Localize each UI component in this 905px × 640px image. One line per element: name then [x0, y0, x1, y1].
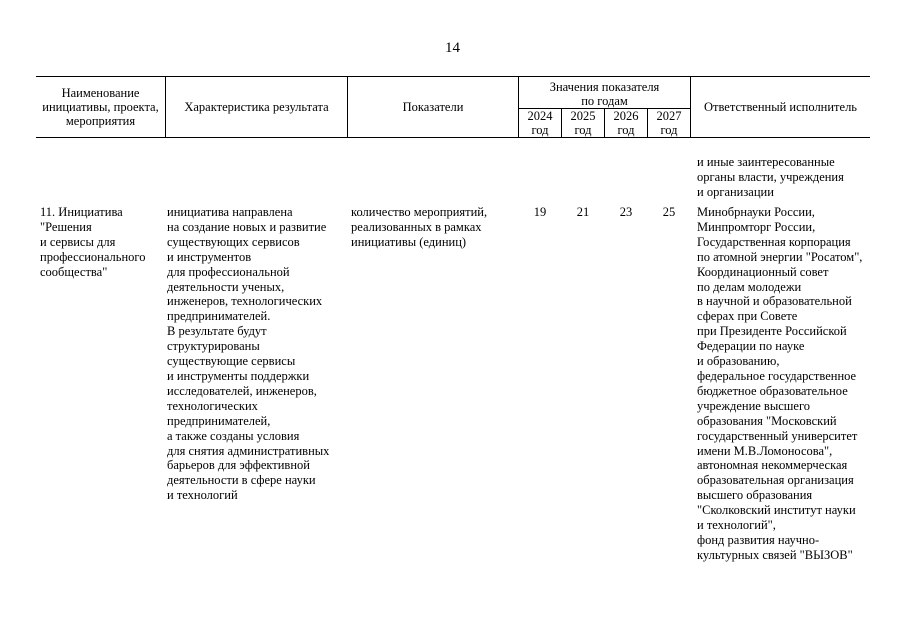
continuation-responsible: и иные заинтересованные органы власти, учреждения и организации [697, 155, 844, 199]
table-header-bottom-border [36, 137, 870, 138]
header-responsible: Ответственный исполнитель [703, 100, 858, 114]
header-values: Значения показателя по годам [549, 80, 660, 108]
header-indicators: Показатели [402, 100, 464, 114]
indicator-description: количество мероприятий, реализованных в рамках инициативы (единиц) [351, 205, 488, 249]
responsible-executors: Минобрнауки России, Минпромторг России, Государственная корпорация по атомной энергии "Росатом", Координационный совет по делам молодежи в научной и образовательной сферах при Совете при Президенте Российской Федерации по науке и образованию, федеральное государственное бюджетное образовательное учреждение высшего образования "Московский государственный университет имени М.В.Ломоносова", автономная некоммерческая образовательная организация высшего образования "Сколковский институт науки и технологий", фонд развития научно- культурных связей "ВЫЗОВ" [697, 205, 863, 562]
header-year-2027: 2027 год [656, 109, 682, 137]
header-name: Наименование инициативы, проекта, мероприятия [42, 86, 159, 128]
page-number: 14 [445, 40, 460, 56]
value-2027: 25 [662, 205, 676, 219]
table-top-border [36, 76, 870, 77]
result-description: инициатива направлена на создание новых и развитие существующих сервисов и инструментов для профессиональной деятельности ученых, инженеров, технологических предпринимателей. В результате будут структурированы существующие сервисы и инструменты поддержки исследователей, инженеров, технологических предпринимателей, а также созданы условия для снятия административных барьеров для эффективной деятельности в сфере науки и технологий [167, 205, 330, 503]
header-year-2024: 2024 год [527, 109, 553, 137]
value-2024: 19 [533, 205, 547, 219]
initiative-name: 11. Инициатива "Решения и сервисы для профессионального сообщества" [40, 205, 146, 279]
value-2026: 23 [619, 205, 633, 219]
header-year-2025: 2025 год [570, 109, 596, 137]
header-result: Характеристика результата [184, 100, 329, 114]
header-year-2026: 2026 год [613, 109, 639, 137]
value-2025: 21 [576, 205, 590, 219]
